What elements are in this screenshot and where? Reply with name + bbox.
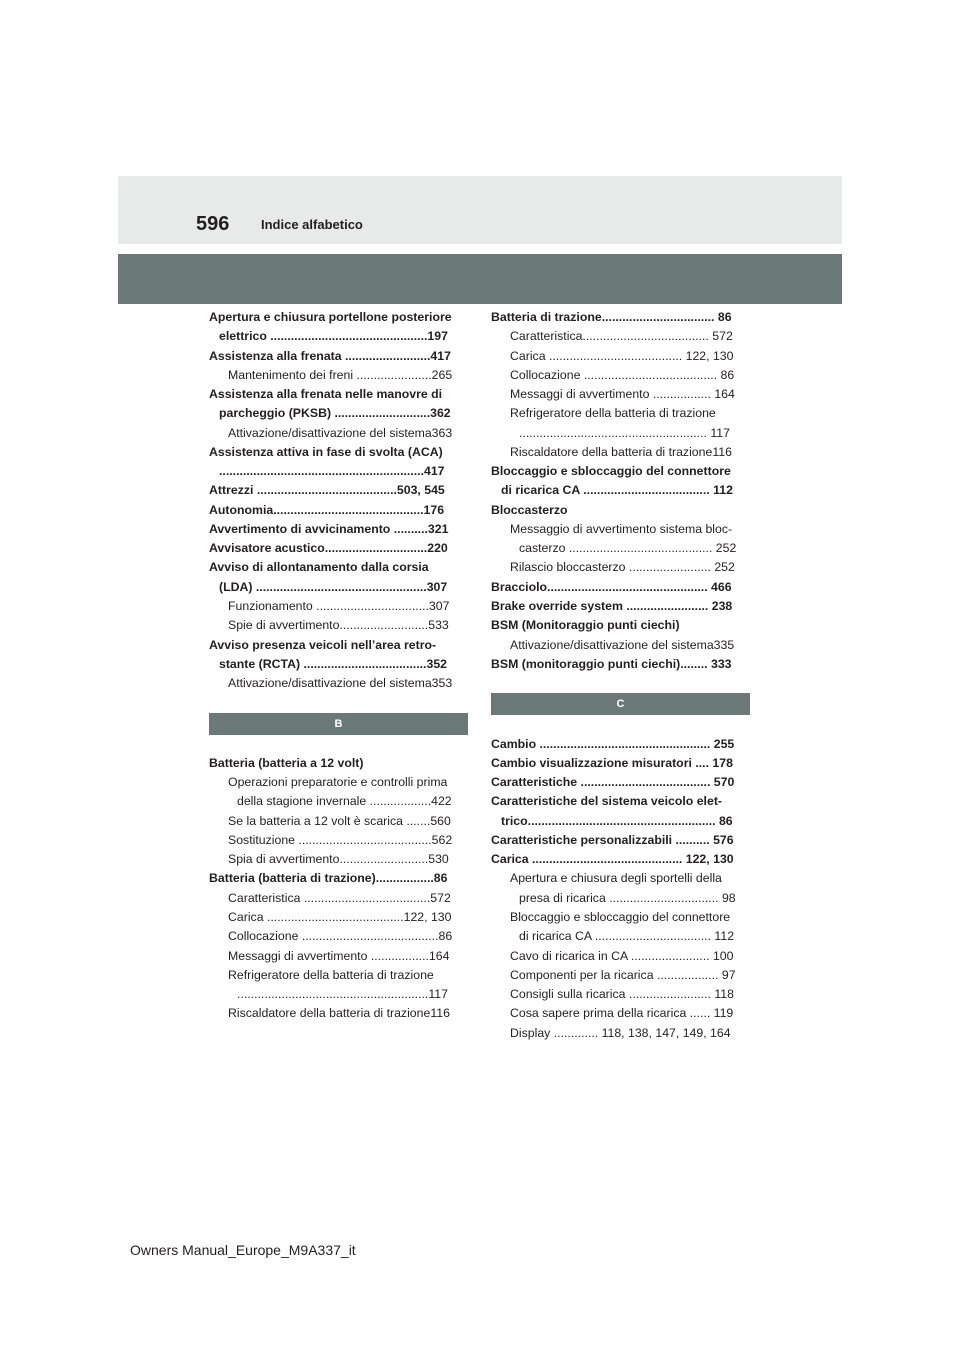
index-entry: Cambio visualizzazione misuratori .... 178 xyxy=(491,755,733,770)
index-entry: Assistenza alla frenata .........................417 xyxy=(209,348,451,363)
index-entry: casterzo .......................................... 252 xyxy=(519,541,737,556)
index-entry: Caratteristiche del sistema veicolo elet- xyxy=(491,794,723,809)
letter-section-header: B xyxy=(209,713,468,735)
index-entry: Collocazione ........................................86 xyxy=(228,929,453,944)
index-entry: Carica ............................................ 122, 130 xyxy=(491,852,734,867)
index-entry: Carica ....................................... 122, 130 xyxy=(510,348,734,363)
index-entry: Batteria (batteria di trazione).................86 xyxy=(209,871,448,886)
index-entry: Mantenimento dei freni ......................265 xyxy=(228,367,453,382)
index-entry: Caratteristiche ...................................... 570 xyxy=(491,775,735,790)
index-entry: Batteria di trazione................................. 86 xyxy=(491,310,732,324)
index-entry: Caratteristica .....................................572 xyxy=(228,890,451,905)
section-spacer xyxy=(209,693,468,712)
index-entry: BSM (monitoraggio punti ciechi)........ 333 xyxy=(491,656,732,671)
index-entry: Assistenza attiva in fase di svolta (ACA) xyxy=(209,444,443,459)
index-entry: Apertura e chiusura portellone posteriore xyxy=(209,310,452,324)
index-entry: Operazioni preparatorie e controlli prima xyxy=(228,775,448,790)
index-entry: Funzionamento .................................307 xyxy=(228,598,450,613)
index-column-left xyxy=(209,308,468,1024)
index-entry: Spie di avvertimento..........................533 xyxy=(228,618,449,633)
index-entry: della stagione invernale ..................422 xyxy=(237,794,452,809)
index-entry: Autonomia............................................176 xyxy=(209,502,445,517)
index-entry: Bloccaggio e sbloccaggio del connettore xyxy=(491,464,731,479)
index-entry: elettrico ..............................................197 xyxy=(219,329,448,344)
index-entry: Messaggi di avvertimento .................164 xyxy=(228,948,450,963)
index-entry: Batteria (batteria a 12 volt) xyxy=(209,755,364,770)
header-band xyxy=(118,254,842,304)
index-entry: Spia di avvertimento..........................530 xyxy=(228,852,449,867)
index-entry: (LDA) ..................................................307 xyxy=(219,579,448,594)
index-entry: Rilascio bloccasterzo ........................ 252 xyxy=(510,560,735,575)
index-entry: ........................................................117 xyxy=(237,987,448,1002)
index-entry: Refrigeratore della batteria di trazione xyxy=(228,967,434,982)
footer-manual-id: Owners Manual_Europe_M9A337_it xyxy=(130,1242,356,1258)
index-entry: di ricarica CA .................................. 112 xyxy=(519,929,735,944)
index-entry: Refrigeratore della batteria di trazione xyxy=(510,406,716,421)
index-entry: Riscaldatore della batteria di trazione116 xyxy=(510,444,732,459)
index-entry: stante (RCTA) ....................................352 xyxy=(219,656,447,671)
index-entry: Cambio .................................................. 255 xyxy=(491,736,735,751)
index-entry: Apertura e chiusura degli sportelli della xyxy=(510,871,722,886)
index-entry: Avvisatore acustico..............................220 xyxy=(209,541,448,556)
index-entry: Bloccasterzo xyxy=(491,502,568,517)
index-entry: Se la batteria a 12 volt è scarica .......560 xyxy=(228,813,451,828)
index-entry: ....................................................... 117 xyxy=(519,425,730,440)
index-entry: Attivazione/disattivazione del sistema353 xyxy=(228,676,453,691)
index-entry: Brake override system ........................ 238 xyxy=(491,598,733,613)
index-entry: presa di ricarica ................................ 98 xyxy=(519,890,736,905)
index-entry: Avvertimento di avvicinamento ..........321 xyxy=(209,521,449,536)
index-entry: Componenti per la ricarica .................. 97 xyxy=(510,967,736,982)
index-entry: Display ............. 118, 138, 147, 149, 164 xyxy=(510,1025,731,1040)
index-entry: Avviso presenza veicoli nell’area retro- xyxy=(209,637,437,652)
index-entry: Riscaldatore della batteria di trazione116 xyxy=(228,1006,450,1021)
index-entry: Bloccaggio e sbloccaggio del connettore xyxy=(510,909,731,924)
index-entry: Collocazione ....................................... 86 xyxy=(510,367,735,382)
index-entry: trico....................................................... 86 xyxy=(501,813,733,828)
index-entry: Cavo di ricarica in CA ....................... 100 xyxy=(510,948,734,963)
index-entry: ............................................................417 xyxy=(219,464,445,479)
index-entry: Attivazione/disattivazione del sistema335 xyxy=(510,637,735,652)
index-entry: Carica ........................................122, 130 xyxy=(228,909,452,924)
page-number: 596 xyxy=(196,213,230,235)
index-entry: Messaggi di avvertimento ................. 164 xyxy=(510,387,735,402)
index-entry: Bracciolo............................................... 466 xyxy=(491,579,732,594)
letter-section-header: C xyxy=(491,693,750,715)
index-entry: Messaggio di avvertimento sistema bloc- xyxy=(510,521,733,536)
index-entry: Caratteristica..................................... 572 xyxy=(510,329,733,344)
index-entry: Cosa sapere prima della ricarica ...... 119 xyxy=(510,1006,734,1021)
index-entry: BSM (Monitoraggio punti ciechi) xyxy=(491,618,680,633)
section-spacer xyxy=(491,715,750,734)
index-entry: Consigli sulla ricarica ........................ 118 xyxy=(510,987,734,1002)
section-spacer xyxy=(209,735,468,754)
index-entry: di ricarica CA ..................................... 112 xyxy=(501,483,733,498)
index-column-right xyxy=(491,308,750,1043)
index-entry: Avviso di allontanamento dalla corsia xyxy=(209,560,429,575)
index-entry: Assistenza alla frenata nelle manovre di xyxy=(209,387,443,402)
index-entry: Caratteristiche personalizzabili .......... 576 xyxy=(491,832,734,847)
index-entry: parcheggio (PKSB) ............................362 xyxy=(219,406,451,421)
section-spacer xyxy=(491,674,750,693)
index-entry: Attrezzi .........................................503, 545 xyxy=(209,483,445,498)
section-title: Indice alfabetico xyxy=(261,217,363,232)
index-entry: Sostituzione .......................................562 xyxy=(228,832,453,847)
index-entry: Attivazione/disattivazione del sistema363 xyxy=(228,425,453,440)
